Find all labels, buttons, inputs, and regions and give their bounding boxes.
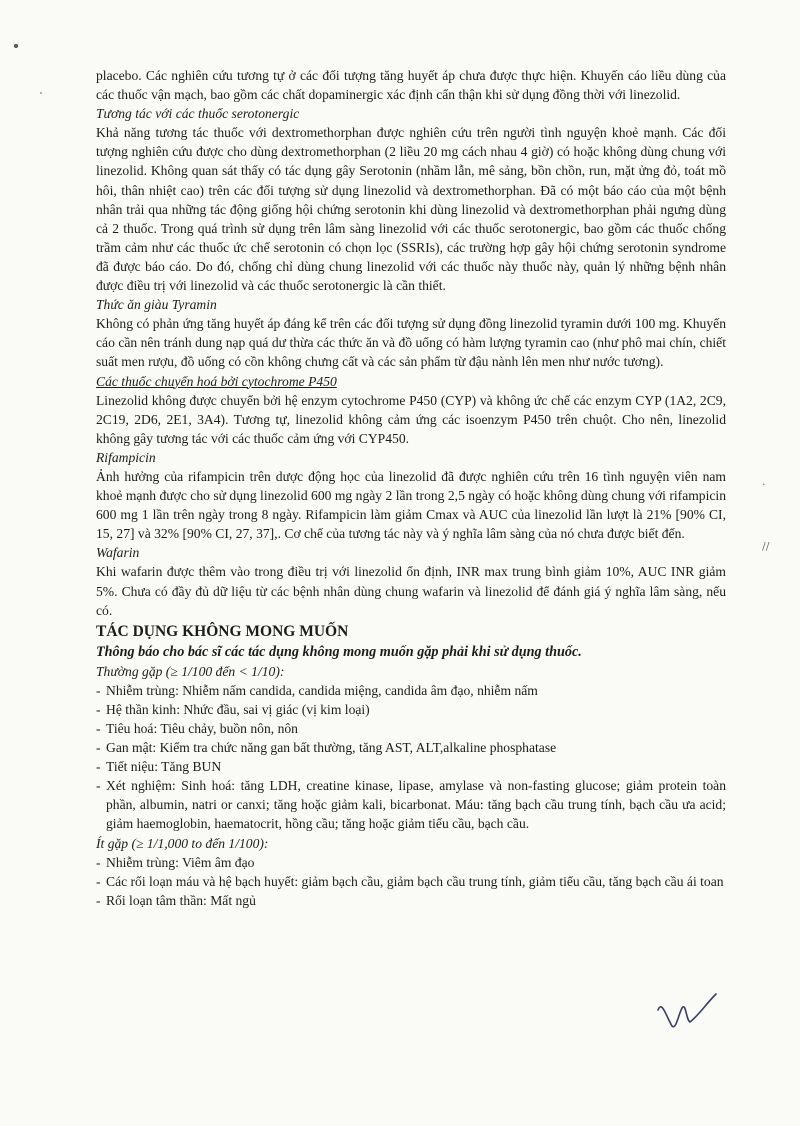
- list-item: - Các rối loạn máu và hệ bạch huyết: giảm bạch cầu, giảm bạch cầu trung tính, giảm tiểu cầu, tăng bạch cầu ái toan: [96, 872, 726, 891]
- margin-mark: //: [762, 540, 770, 553]
- paragraph-serotonergic: Khả năng tương tác thuốc với dextromethorphan được nghiên cứu trên người tình nguyện khoẻ mạnh. Các đối tượng nghiên cứu được cho dùng dextromethorphan (2 liều 20 mg cách nhau 4 giờ) có hoặc không dùng chung với linezolid. Không quan sát thấy có tác dụng gây Serotonin (nhầm lẫn, mê sảng, bồn chồn, run, mặt ửng đỏ, toát mồ hôi, thân nhiệt cao) trên các đối tượng sử dụng linezolid và dextromethorphan. Đã có một báo cáo của một bệnh nhân trải qua những tác động giống hội chứng serotonin khi dùng linezolid và dextromethorphan phải ngưng dùng cả 2 thuốc. Trong quá trình sử dụng trên lâm sàng linezolid với các thuốc serotonergic, bao gồm các thuốc chống trầm cảm như các thuốc ức chế serotonin có chọn lọc (SSRIs), các trường hợp gây hội chứng serotonin syndrome đã được báo cáo. Do đó, chống chỉ dùng chung linezolid với các thuốc này thuốc này, quản lý những bệnh nhân được điều trị với linezolid và các thuốc serotonergic là cần thiết.: [96, 125, 726, 294]
- list-bullet: -: [96, 759, 101, 775]
- heading-cytochrome: Các thuốc chuyển hoá bởi cytochrome P450: [96, 373, 337, 389]
- list-item: - Gan mật: Kiểm tra chức năng gan bất thường, tăng AST, ALT,alkaline phosphatase: [96, 738, 726, 757]
- list-bullet: -: [96, 892, 101, 908]
- paragraph-rifampicin: Ảnh hưởng của rifampicin trên dược động học của linezolid đã được nghiên cứu trên 16 tình nguyện viên nam khoẻ mạnh được cho sử dụng linezolid 600 mg ngày 2 lần trong 2,5 ngày có hoặc không dùng chung với rifampicin 600 mg 1 lần trên ngày trong 8 ngày. Rifampicin làm giảm Cmax và AUC của linezolid lần lượt là 21% [90% CI, 15, 27] và 32% [90% CI, 27, 37],. Cơ chế của tương tác này và ý nghĩa lâm sàng của nó chưa được biết đến.: [96, 468, 726, 542]
- uncommon-effects-list: [96, 853, 726, 910]
- paragraph-vasopressor: placebo. Các nghiên cứu tương tự ở các đối tượng tăng huyết áp chưa được thực hiện. Khuyến cáo liều dùng của các thuốc vận mạch, bao gồm các chất dopaminergic xác định cẩn thận khi sử dụng đồng thời với linezolid.: [96, 68, 726, 103]
- heading-tyramine: Thức ăn giàu Tyramin: [96, 297, 217, 313]
- list-bullet: -: [96, 778, 101, 794]
- paragraph-tyramine: Không có phản ứng tăng huyết áp đáng kể trên các đối tượng sử dụng đồng linezolid tyramin dưới 100 mg. Khuyến cáo cần nên tránh dung nạp quá dư thừa các thức ăn và đồ uống có hàm lượng tyramin cao (như phô mai chín, chiết suất men rượu, đồ uống có cồn không chưng cất và các sản phẩm từ đậu nành lên men như nước tương).: [96, 316, 726, 370]
- list-bullet: -: [96, 854, 101, 870]
- list-bullet: -: [96, 682, 101, 698]
- list-item: - Hệ thần kinh: Nhức đầu, sai vị giác (vị kim loại): [96, 700, 726, 719]
- scan-speck: [14, 44, 18, 48]
- document-page: [96, 66, 726, 910]
- common-effects-list: [96, 681, 726, 834]
- scan-speck: [40, 92, 42, 94]
- section-title-adverse-effects: TÁC DỤNG KHÔNG MONG MUỐN: [96, 622, 349, 640]
- list-item: - Tiết niệu: Tăng BUN: [96, 757, 726, 776]
- frequency-common-heading: Thường gặp (≥ 1/100 đến < 1/10):: [96, 663, 285, 679]
- list-item: - Rối loạn tâm thần: Mất ngủ: [96, 891, 726, 910]
- frequency-uncommon-heading: Ít gặp (≥ 1/1,000 to đến 1/100):: [96, 835, 269, 851]
- list-bullet: -: [96, 721, 101, 736]
- paragraph-cytochrome: Linezolid không được chuyển bởi hệ enzym cytochrome P450 (CYP) và không ức chế các enzym CYP (1A2, 2C9, 2C19, 2D6, 2E1, 3A4). Tương tự, linezolid không cảm ứng các isoenzym P450 trên chuột. Cho nên, linezolid không gây tương tác với các thuốc cảm ứng với CYP450.: [96, 392, 726, 446]
- heading-serotonergic: Tương tác với các thuốc serotonergic: [96, 106, 300, 122]
- list-item: - Nhiễm trùng: Nhiễm nấm candida, candida miệng, candida âm đạo, nhiễm nấm: [96, 681, 726, 700]
- margin-mark: ·: [762, 478, 766, 491]
- paragraph-warfarin: Khi wafarin được thêm vào trong điều trị với linezolid ổn định, INR max trung bình giảm 10%, AUC INR giảm 5%. Chưa có đầy đủ dữ liệu từ các bệnh nhân dùng chung wafarin và linezolid để đánh giá ý nghĩa lâm sàng, nếu có.: [96, 564, 726, 618]
- handwritten-initials: [652, 986, 722, 1034]
- heading-rifampicin: Rifampicin: [96, 449, 156, 465]
- list-bullet: -: [96, 740, 101, 756]
- list-item: - Tiêu hoá: Tiêu chảy, buồn nôn, nôn: [96, 719, 726, 738]
- heading-warfarin: Wafarin: [96, 545, 140, 561]
- list-bullet: -: [96, 873, 101, 889]
- list-item: - Xét nghiệm: Sinh hoá: tăng LDH, creatine kinase, lipase, amylase và non-fasting glucose; giảm protein toàn phần, albumin, natri or canxi; tăng hoặc giảm kali, bicarbonat. Máu: tăng bạch cầu trung tính, bạch cầu ưa acid; giảm haemoglobin, haematocrit, hồng cầu; tăng hoặc giảm tiểu cầu, bạch cầu.: [96, 776, 726, 833]
- list-bullet: -: [96, 701, 101, 717]
- list-item: - Nhiễm trùng: Viêm âm đạo: [96, 853, 726, 872]
- adverse-effects-notice: Thông báo cho bác sĩ các tác dụng không mong muốn gặp phải khi sử dụng thuốc.: [96, 643, 582, 660]
